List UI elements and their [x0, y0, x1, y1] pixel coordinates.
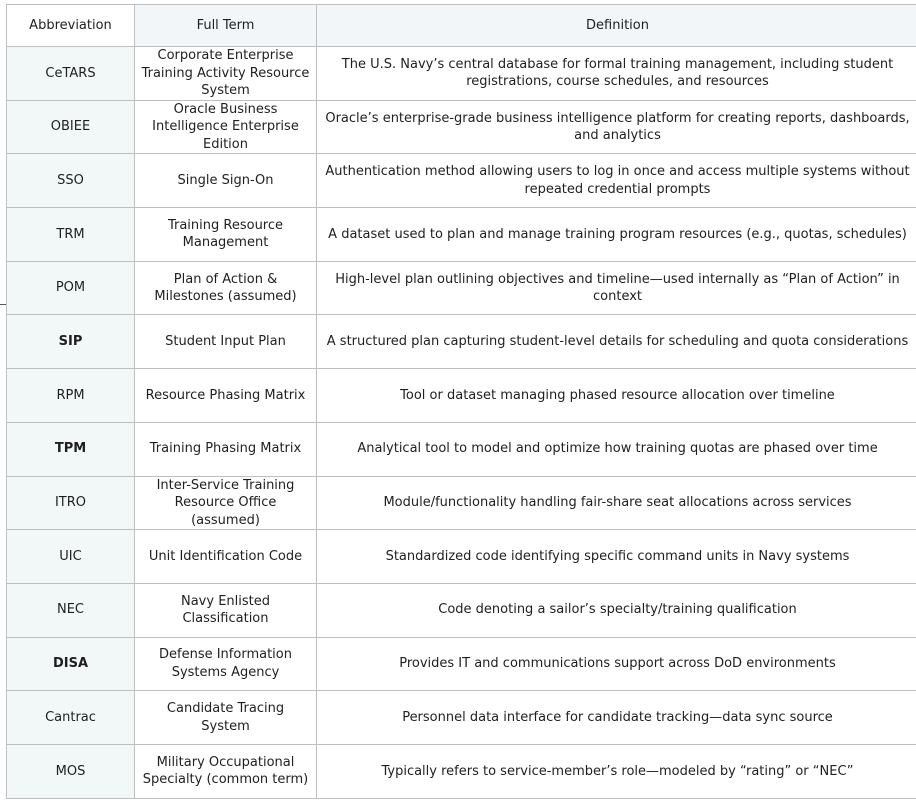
- full-term-cell: Unit Identification Code: [135, 530, 317, 584]
- table-row: [7, 100, 916, 154]
- abbreviation-cell: TPM: [7, 422, 135, 476]
- full-term-cell: Candidate Tracing System: [135, 691, 317, 745]
- header-abbreviation: Abbreviation: [7, 5, 135, 47]
- abbreviations-table: [6, 4, 916, 799]
- definition-cell: A structured plan capturing student-level details for scheduling and quota considerations: [317, 315, 916, 369]
- definition-cell: Authentication method allowing users to log in once and access multiple systems without repeated credential prompts: [317, 154, 916, 208]
- table-row: [7, 744, 916, 798]
- table-row: [7, 154, 916, 208]
- definition-cell: A dataset used to plan and manage training program resources (e.g., quotas, schedules): [317, 208, 916, 262]
- full-term-cell: Military Occupational Specialty (common term): [135, 744, 317, 798]
- full-term-cell: Plan of Action & Milestones (assumed): [135, 261, 317, 315]
- full-term-cell: Oracle Business Intelligence Enterprise Edition: [135, 100, 317, 154]
- abbreviation-cell: CeTARS: [7, 47, 135, 101]
- table-row: [7, 422, 916, 476]
- full-term-cell: Corporate Enterprise Training Activity Resource System: [135, 47, 317, 101]
- full-term-cell: Training Resource Management: [135, 208, 317, 262]
- table-row: [7, 47, 916, 101]
- definition-cell: Analytical tool to model and optimize how training quotas are phased over time: [317, 422, 916, 476]
- definition-cell: Personnel data interface for candidate tracking—data sync source: [317, 691, 916, 745]
- header-definition: Definition: [317, 5, 916, 47]
- definition-cell: Provides IT and communications support across DoD environments: [317, 637, 916, 691]
- abbreviation-cell: SSO: [7, 154, 135, 208]
- table-row: [7, 691, 916, 745]
- definition-cell: High-level plan outlining objectives and timeline—used internally as “Plan of Action” in context: [317, 261, 916, 315]
- abbreviation-cell: UIC: [7, 530, 135, 584]
- abbreviation-cell: OBIEE: [7, 100, 135, 154]
- full-term-cell: Student Input Plan: [135, 315, 317, 369]
- header-row: [7, 5, 916, 47]
- full-term-cell: Training Phasing Matrix: [135, 422, 317, 476]
- table-row: [7, 261, 916, 315]
- table-row: [7, 315, 916, 369]
- definition-cell: Tool or dataset managing phased resource allocation over timeline: [317, 369, 916, 423]
- definition-cell: Typically refers to service-member’s role—modeled by “rating” or “NEC”: [317, 744, 916, 798]
- abbreviation-cell: ITRO: [7, 476, 135, 530]
- abbreviation-cell: NEC: [7, 583, 135, 637]
- abbreviation-cell: TRM: [7, 208, 135, 262]
- full-term-cell: Defense Information Systems Agency: [135, 637, 317, 691]
- abbreviation-cell: SIP: [7, 315, 135, 369]
- definition-cell: The U.S. Navy’s central database for formal training management, including student registrations, course schedules, and resources: [317, 47, 916, 101]
- table-row: [7, 530, 916, 584]
- abbreviation-cell: RPM: [7, 369, 135, 423]
- full-term-cell: Resource Phasing Matrix: [135, 369, 317, 423]
- full-term-cell: Single Sign-On: [135, 154, 317, 208]
- table-row: [7, 476, 916, 530]
- abbreviation-cell: POM: [7, 261, 135, 315]
- definition-cell: Standardized code identifying specific command units in Navy systems: [317, 530, 916, 584]
- abbreviation-cell: Cantrac: [7, 691, 135, 745]
- full-term-cell: Navy Enlisted Classification: [135, 583, 317, 637]
- table-row: [7, 637, 916, 691]
- definition-cell: Module/functionality handling fair-share seat allocations across services: [317, 476, 916, 530]
- abbreviation-cell: MOS: [7, 744, 135, 798]
- abbreviation-cell: DISA: [7, 637, 135, 691]
- header-full-term: Full Term: [135, 5, 317, 47]
- full-term-cell: Inter-Service Training Resource Office (assumed): [135, 476, 317, 530]
- definition-cell: Code denoting a sailor’s specialty/training qualification: [317, 583, 916, 637]
- table-row: [7, 583, 916, 637]
- table-row: [7, 208, 916, 262]
- table-row: [7, 369, 916, 423]
- definition-cell: Oracle’s enterprise-grade business intelligence platform for creating reports, dashboards, and analytics: [317, 100, 916, 154]
